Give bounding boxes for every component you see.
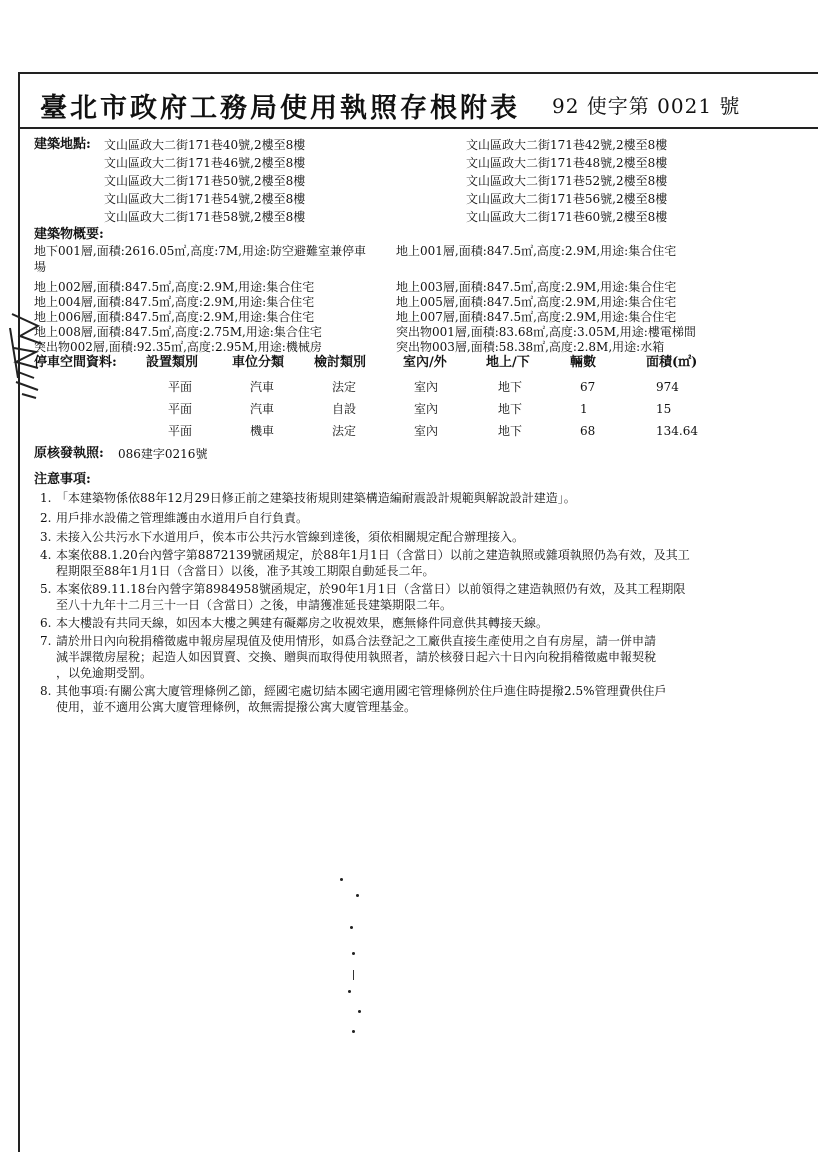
note-7: 7. 請於卅日內向稅捐稽徵處申報房屋現值及使用情形，如爲合法登記之工廠供直接生產使用之自有房屋，請一併申請	[40, 634, 657, 648]
overview-right-4: 突出物001層,面積:83.68㎡,高度:3.05M,用途:樓電梯間	[396, 325, 696, 339]
parking-header-indoor: 室內/外	[403, 355, 447, 370]
address-right-4: 文山區政大二街171巷56號,2樓至8樓	[466, 192, 668, 206]
address-label: 建築地點:	[34, 137, 91, 152]
note-5-cont: 至八十九年十二月三十一日（含當日）之後，申請獲准延長建築期限二年。	[56, 598, 453, 612]
scan-speck	[348, 990, 351, 993]
overview-left-1: 地上002層,面積:847.5㎡,高度:2.9M,用途:集合住宅	[34, 280, 315, 294]
overview-floor-1: 地上001層,面積:847.5㎡,高度:2.9M,用途:集合住宅	[396, 244, 677, 258]
scan-speck	[358, 1010, 361, 1013]
overview-basement-wrap: 場	[34, 260, 47, 274]
parking-r1-type: 平面	[168, 380, 193, 394]
overview-label: 建築物概要:	[34, 227, 104, 242]
parking-r2-level: 地下	[498, 402, 523, 416]
parking-r2-indoor: 室內	[414, 402, 439, 416]
parking-r3-type: 平面	[168, 424, 193, 438]
scan-speck	[356, 894, 359, 897]
note-5: 5. 本案依89.11.18台內營字第8984958號函規定，於90年1月1日（含當日）以前領得之建造執照仍有效，及其工程期限	[40, 582, 686, 596]
parking-r3-review: 法定	[332, 424, 357, 438]
parking-r2-area: 15	[656, 402, 672, 416]
scan-speck	[350, 926, 353, 929]
address-right-3: 文山區政大二街171巷52號,2樓至8樓	[466, 174, 668, 188]
stamp-mark	[8, 308, 50, 400]
note-3: 3. 未接入公共污水下水道用戶，俟本市公共污水管線到達後，須依相關規定配合辦理接入。	[40, 530, 525, 544]
parking-header-type: 設置類別	[146, 355, 199, 370]
parking-r3-area: 134.64	[656, 424, 698, 438]
address-right-5: 文山區政大二街171巷60號,2樓至8樓	[466, 210, 668, 224]
note-8-cont: 使用，並不適用公寓大廈管理條例，故無需提撥公寓大廈管理基金。	[56, 700, 417, 714]
parking-r2-count: 1	[580, 402, 588, 416]
parking-r1-area: 974	[656, 380, 679, 394]
note-1: 1. 「本建築物係依88年12月29日修正前之建築技術規則建築構造編耐震設計規範與解說設計建造」。	[40, 491, 576, 505]
overview-left-3: 地上006層,面積:847.5㎡,高度:2.9M,用途:集合住宅	[34, 310, 315, 324]
original-permit-value: 086建字0216號	[118, 447, 208, 461]
address-left-5: 文山區政大二街171巷58號,2樓至8樓	[104, 210, 306, 224]
parking-r1-class: 汽車	[250, 380, 275, 394]
overview-right-1: 地上003層,面積:847.5㎡,高度:2.9M,用途:集合住宅	[396, 280, 677, 294]
overview-left-2: 地上004層,面積:847.5㎡,高度:2.9M,用途:集合住宅	[34, 295, 315, 309]
overview-right-3: 地上007層,面積:847.5㎡,高度:2.9M,用途:集合住宅	[396, 310, 677, 324]
address-left-2: 文山區政大二街171巷46號,2樓至8樓	[104, 156, 306, 170]
parking-header-count: 輛數	[570, 355, 597, 370]
parking-r2-type: 平面	[168, 402, 193, 416]
parking-r1-indoor: 室內	[414, 380, 439, 394]
parking-r3-count: 68	[580, 424, 596, 438]
parking-header-review: 檢討類別	[314, 355, 367, 370]
note-4-cont: 程期限至88年1月1日（含當日）以後，准予其竣工期限自動延長二年。	[56, 564, 435, 578]
scan-speck	[340, 878, 343, 881]
note-7-cont-1: 減半課徵房屋稅；起造人如因買賣、交換、贈與而取得使用執照者，請於核發日起六十日內向稅捐稽徵處申報契稅	[56, 650, 657, 664]
parking-r3-level: 地下	[498, 424, 523, 438]
parking-r1-level: 地下	[498, 380, 523, 394]
overview-right-2: 地上005層,面積:847.5㎡,高度:2.9M,用途:集合住宅	[396, 295, 677, 309]
note-4: 4. 本案依88.1.20台內營字第8872139號函規定，於88年1月1日（含當日）以前之建造執照或雜項執照仍為有效，及其工	[40, 548, 690, 562]
parking-header-area: 面積(㎡)	[646, 355, 698, 370]
parking-header-level: 地上/下	[486, 355, 530, 370]
note-2: 2. 用戶排水設備之管理維護由水道用戶自行負責。	[40, 511, 309, 525]
address-right-1: 文山區政大二街171巷42號,2樓至8樓	[466, 138, 668, 152]
scan-speck	[353, 970, 354, 980]
note-7-cont-2: ，以免逾期受罰。	[56, 666, 153, 680]
parking-r1-count: 67	[580, 380, 596, 394]
scan-speck	[352, 952, 355, 955]
permit-number: 92 使字第 0021 號	[552, 94, 741, 118]
overview-left-4: 地上008層,面積:847.5㎡,高度:2.75M,用途:集合住宅	[34, 325, 322, 339]
parking-r1-review: 法定	[332, 380, 357, 394]
notes-label: 注意事項:	[34, 472, 91, 487]
note-6: 6. 本大樓設有共同天線，如因本大樓之興建有礙鄰房之收視效果，應無條件同意供其轉接天線。	[40, 616, 549, 630]
parking-r3-indoor: 室內	[414, 424, 439, 438]
note-8: 8. 其他事項:有關公寓大廈管理條例乙節，經國宅處切結本國宅適用國宅管理條例於住戶進住時提撥2.5%管理費供住戶	[40, 684, 667, 698]
scan-speck	[352, 1030, 355, 1033]
title-rule	[18, 127, 818, 129]
original-permit-label: 原核發執照:	[34, 446, 104, 461]
parking-label: 停車空間資料:	[34, 355, 117, 370]
parking-r3-class: 機車	[250, 424, 275, 438]
address-left-1: 文山區政大二街171巷40號,2樓至8樓	[104, 138, 306, 152]
overview-left-5: 突出物002層,面積:92.35㎡,高度:2.95M,用途:機械房	[34, 340, 322, 354]
overview-basement: 地下001層,面積:2616.05㎡,高度:7M,用途:防空避難室兼停車	[34, 244, 367, 258]
address-left-4: 文山區政大二街171巷54號,2樓至8樓	[104, 192, 306, 206]
parking-header-class: 車位分類	[232, 355, 285, 370]
parking-r2-review: 自設	[332, 402, 357, 416]
address-right-2: 文山區政大二街171巷48號,2樓至8樓	[466, 156, 668, 170]
parking-r2-class: 汽車	[250, 402, 275, 416]
overview-right-5: 突出物003層,面積:58.38㎡,高度:2.8M,用途:水箱	[396, 340, 665, 354]
address-left-3: 文山區政大二街171巷50號,2樓至8樓	[104, 174, 306, 188]
document-title: 臺北市政府工務局使用執照存根附表	[40, 93, 520, 124]
